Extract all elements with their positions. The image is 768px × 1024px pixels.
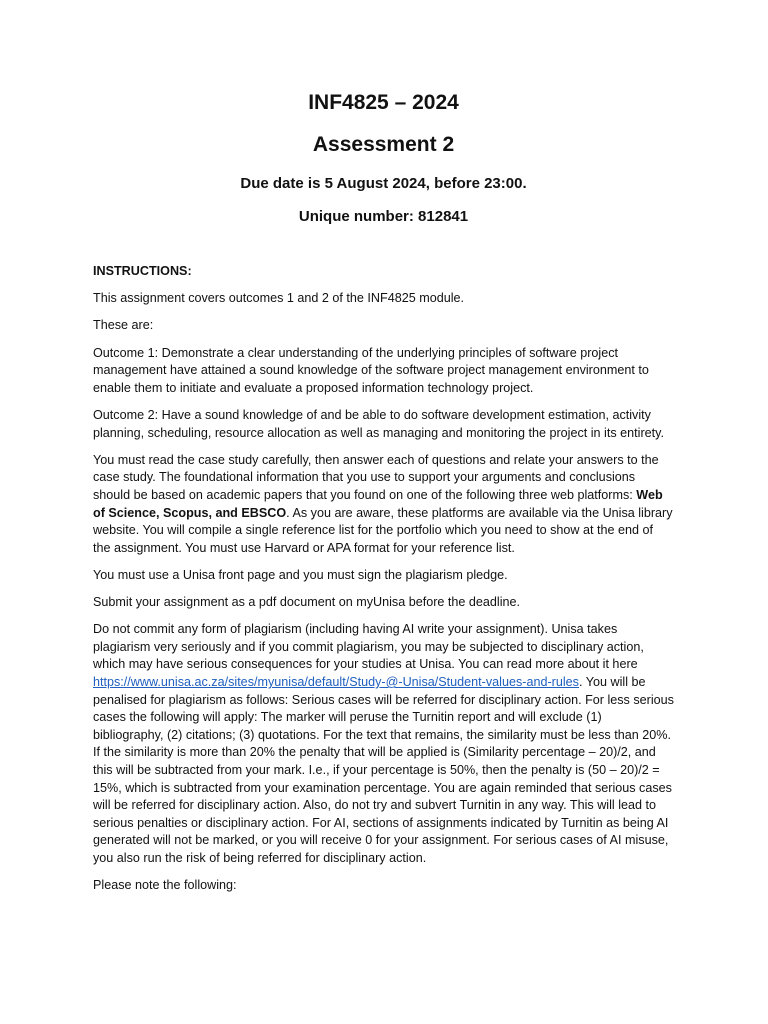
- front-page-paragraph: You must use a Unisa front page and you must sign the plagiarism pledge.: [93, 567, 508, 582]
- plagiarism-paragraph: [93, 621, 674, 867]
- due-date: Due date is 5 August 2024, before 23:00.: [240, 175, 527, 192]
- submit-paragraph: Submit your assignment as a pdf document on myUnisa before the deadline.: [93, 595, 521, 610]
- unique-number: Unique number: 812841: [298, 208, 469, 225]
- outcomes-intro: This assignment covers outcomes 1 and 2 of the INF4825 module.: [93, 291, 465, 306]
- course-title: INF4825 – 2024: [308, 91, 459, 114]
- platforms-bold: Web of Science, Scopus, and EBSCO: [93, 487, 663, 520]
- case-study-text-a: You must read the case study carefully, then answer each of questions and relate your answers to the case study. The foundational information that you use to support your arguments and conclusions should be based on academic papers that you found on one of the following three web platforms:: [93, 452, 659, 502]
- note-paragraph: Please note the following:: [93, 878, 237, 893]
- instructions-heading: INSTRUCTIONS:: [93, 264, 192, 278]
- outcome-2: Outcome 2: Have a sound knowledge of and be able to do software development estimation, activity planning, scheduling, resource allocation as well as managing and monitoring the project in its entirety.: [93, 407, 665, 440]
- assessment-title: Assessment 2: [312, 133, 455, 156]
- case-study-paragraph: [93, 452, 674, 558]
- document-body: [93, 263, 674, 895]
- plagiarism-text-b: . You will be penalised for plagiarism as follows: Serious cases will be referred for disciplinary action. For less serious cases the following will apply: The marker will peruse the Turnitin report and will exclude (1) bibliography, (2) citations; (3) quotations. For the text that remains, the similarity must be less than 20%. If the similarity is more than 20% the penalty that will be applied is (Similarity percentage – 20)/2, and this will be subtracted from your mark. I.e., if your percentage is 50%, then the penalty is (50 – 20)/2 = 15%, which is subtracted from your examination percentage. You are again reminded that serious cases will be referred for disciplinary action. Also, do not try and subvert Turnitin in any way. This will lead to serious penalties or disciplinary action. For AI, sections of assignments indicated by Turnitin as being AI generated will not be marked, or you will receive 0 for your assignment. For serious cases of AI misuse, you also run the risk of being referred for disciplinary action.: [93, 675, 674, 865]
- unisa-rules-link[interactable]: https://www.unisa.ac.za/sites/myunisa/default/Study-@-Unisa/Student-values-and-rules: [93, 675, 579, 690]
- plagiarism-text-a: Do not commit any form of plagiarism (including having AI write your assignment). Unisa takes plagiarism very seriously and if you commit plagiarism, you may be subjected to disciplinary action, which may have serious consequences for your studies at Unisa. You can read more about it here: [93, 622, 644, 672]
- case-study-text-b: . As you are aware, these platforms are available via the Unisa library website. You will compile a single reference list for the portfolio which you need to show at the end of the assignment. You must use Harvard or APA format for your reference list.: [93, 505, 673, 555]
- outcome-1: Outcome 1: Demonstrate a clear understanding of the underlying principles of software project management have attained a sound knowledge of the software project management environment to enable them to initiate and evaluate a proposed information technology project.: [93, 345, 649, 395]
- these-are: These are:: [93, 318, 154, 333]
